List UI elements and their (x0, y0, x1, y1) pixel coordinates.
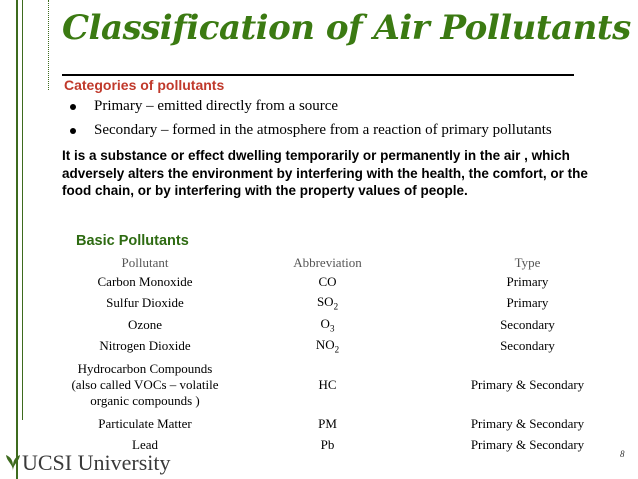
title-underline (62, 74, 574, 76)
cell-type: Primary & Secondary (470, 415, 585, 431)
bullet-dot-icon (70, 128, 76, 134)
cell-pollutant: Hydrocarbon Compounds (also called VOCs – volatile organic compounds ) (71, 361, 219, 408)
logo-text: UCSI University (22, 450, 171, 475)
cell-pollutant: Particulate Matter (98, 415, 192, 431)
cell-type: Primary & Secondary (470, 377, 585, 392)
cell-abbreviation: Pb (320, 437, 335, 453)
slide-title: Classification of Air Pollutants (62, 8, 631, 48)
header-type: Type (514, 255, 541, 270)
cell-abbreviation: $NO_2$ (315, 337, 340, 356)
cell-pollutant: Nitrogen Dioxide (99, 338, 191, 354)
cell-pollutant: Lead (132, 437, 158, 453)
cell-pollutant: Sulfur Dioxide (106, 295, 184, 311)
table-header-row (70, 255, 620, 271)
bullet-text: Primary – emitted directly from a source (94, 98, 339, 114)
cell-type: Primary (506, 273, 549, 289)
frame-line-dotted (48, 0, 49, 90)
table-row (70, 314, 620, 336)
bullet-text: Secondary – formed in the atmosphere from a reaction of primary pollutants (94, 122, 552, 138)
cell-pollutant: Carbon Monoxide (97, 273, 193, 289)
table-heading: Basic Pollutants (76, 233, 189, 249)
cell-type: Secondary (500, 338, 555, 354)
cell-type: Primary (506, 295, 549, 311)
cell-abbreviation: $SO_2$ (316, 294, 339, 313)
table-row (70, 271, 620, 293)
pollutants-table (70, 255, 620, 456)
header-abbreviation: Abbreviation (293, 255, 362, 270)
table-row (70, 336, 620, 358)
table-row (70, 293, 620, 315)
bullet-dot-icon (70, 104, 76, 110)
cell-abbreviation: PM (318, 415, 337, 431)
frame-line-inner (22, 0, 23, 420)
table-row (70, 413, 620, 435)
leaf-icon (4, 452, 22, 478)
cell-type: Secondary (500, 316, 555, 332)
page-number: 8 (620, 449, 625, 459)
ucsi-logo (4, 450, 171, 478)
cell-pollutant: Ozone (128, 316, 162, 332)
frame-line-outer (16, 0, 18, 479)
cell-abbreviation: CO (318, 273, 337, 289)
cell-abbreviation: HC (318, 377, 337, 392)
definition-paragraph: It is a substance or effect dwelling temporarily or permanently in the air , which adversely alters the environment by interfering with the health, the comfort, or the food chain, or by interfering with the property values of people. (62, 148, 588, 198)
categories-subheading: Categories of pollutants (64, 77, 225, 93)
table-row (70, 357, 620, 413)
header-pollutant: Pollutant (121, 255, 169, 270)
cell-type: Primary & Secondary (470, 437, 585, 453)
left-frame (0, 0, 30, 479)
cell-abbreviation: $O_3$ (320, 315, 335, 334)
